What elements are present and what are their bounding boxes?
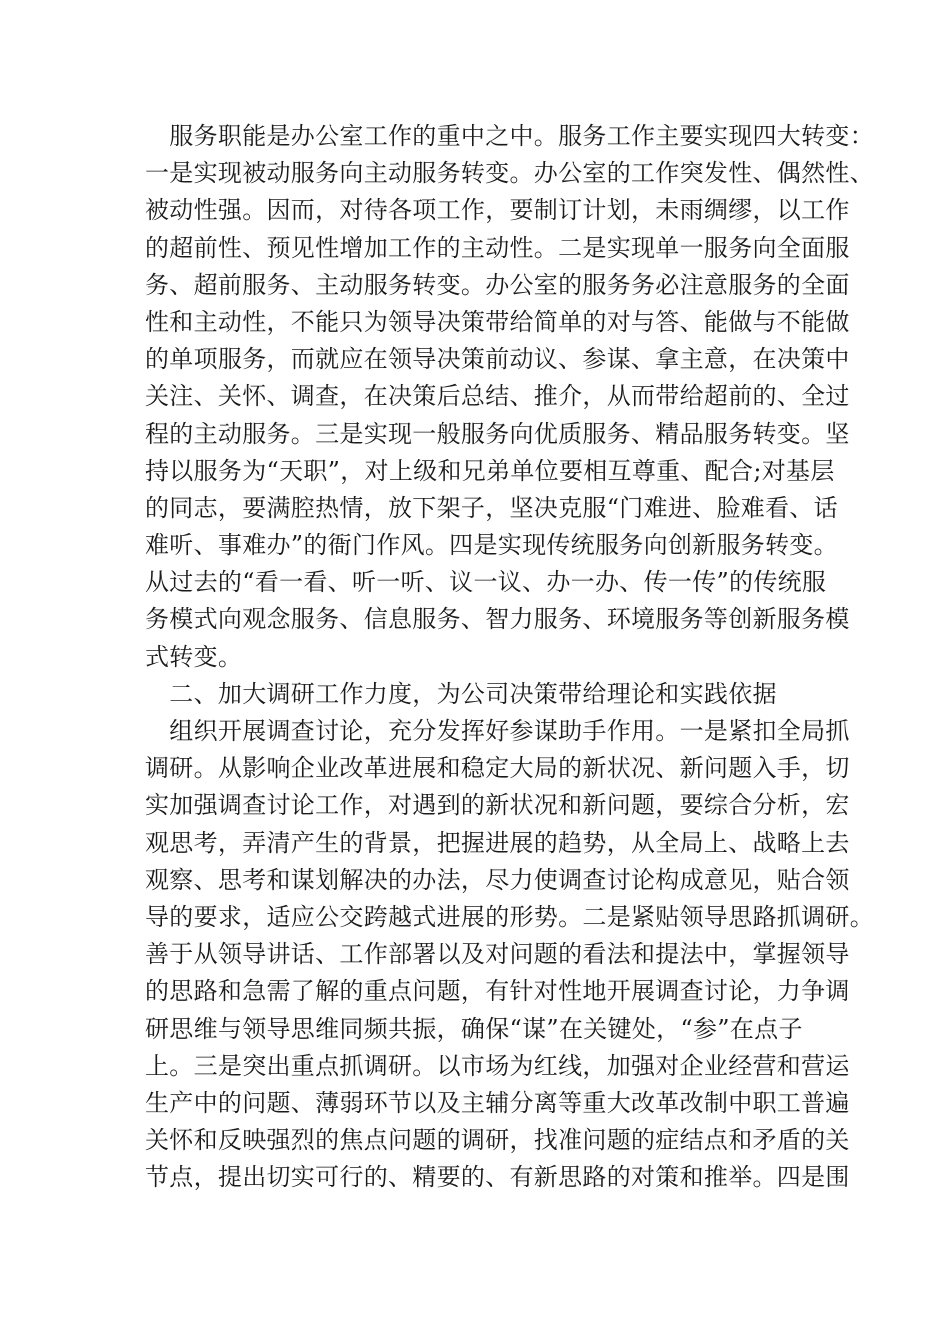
text-line-20: 观思考，弄清产生的背景，把握进展的趋势，从全局上、战略上去 (145, 828, 850, 857)
text-line-15: 式转变。 (145, 642, 243, 671)
text-line-26: 上。三是突出重点抓调研。以市场为红线，加强对企业经营和营运 (145, 1051, 850, 1080)
text-line-25: 研思维与领导思维同频共振，确保“谋”在关键处，“参”在点子 (145, 1014, 803, 1043)
text-line-27: 生产中的问题、薄弱环节以及主辅分离等重大改革改制中职工普遍 (145, 1088, 850, 1117)
text-line-28: 关怀和反映强烈的焦点问题的调研，找准问题的症结点和矛盾的关 (145, 1126, 850, 1155)
text-line-4: 的超前性、预见性增加工作的主动性。二是实现单一服务向全面服 (145, 233, 850, 262)
text-line-3: 被动性强。因而，对待各项工作，要制订计划，未雨绸缪，以工作 (145, 196, 850, 225)
text-line-1: 服务职能是办公室工作的重中之中。服务工作主要实现四大转变： (145, 122, 874, 150)
text-line-2: 一是实现被动服务向主动服务转变。办公室的工作突发性、偶然性、 (145, 159, 874, 188)
section-heading: 二、加大调研工作力度，为公司决策带给理论和实践依据 (145, 679, 777, 708)
text-line-23: 善于从领导讲话、工作部署以及对问题的看法和提法中，掌握领导 (145, 940, 850, 969)
text-line-17: 组织开展调查讨论，充分发挥好参谋助手作用。一是紧扣全局抓 (145, 717, 850, 745)
text-line-19: 实加强调查讨论工作，对遇到的新状况和新问题，要综合分析，宏 (145, 791, 850, 820)
text-line-11: 的同志，要满腔热情，放下架子，坚决克服“门难进、脸难看、话 (145, 493, 838, 522)
text-line-14: 务模式向观念服务、信息服务、智力服务、环境服务等创新服务模 (145, 605, 850, 634)
text-line-24: 的思路和急需了解的重点问题，有针对性地开展调查讨论，力争调 (145, 977, 850, 1006)
text-line-10: 持以服务为“天职”，对上级和兄弟单位要相互尊重、配合;对基层 (145, 456, 835, 485)
text-line-18: 调研。从影响企业改革进展和稳定大局的新状况、新问题入手，切 (145, 754, 850, 783)
text-line-29: 节点，提出切实可行的、精要的、有新思路的对策和推举。四是围 (145, 1163, 850, 1192)
text-line-8: 关注、关怀、调查，在决策后总结、推介，从而带给超前的、全过 (145, 382, 850, 411)
text-line-22: 导的要求，适应公交跨越式进展的形势。二是紧贴领导思路抓调研。 (145, 902, 874, 931)
text-line-5: 务、超前服务、主动服务转变。办公室的服务务必注意服务的全面 (145, 270, 850, 299)
text-line-7: 的单项服务，而就应在领导决策前动议、参谋、拿主意，在决策中 (145, 345, 850, 374)
text-line-12: 难听、事难办”的衙门作风。四是实现传统服务向创新服务转变。 (145, 531, 838, 560)
body-text (145, 118, 874, 1196)
text-line-21: 观察、思考和谋划解决的办法，尽力使调查讨论构成意见，贴合领 (145, 865, 850, 894)
text-line-13: 从过去的“看一看、听一听、议一议、办一办、传一传”的传统服 (145, 568, 827, 597)
text-line-6: 性和主动性，不能只为领导决策带给简单的对与答、能做与不能做 (145, 307, 850, 336)
text-line-9: 程的主动服务。三是实现一般服务向优质服务、精品服务转变。坚 (145, 419, 850, 448)
